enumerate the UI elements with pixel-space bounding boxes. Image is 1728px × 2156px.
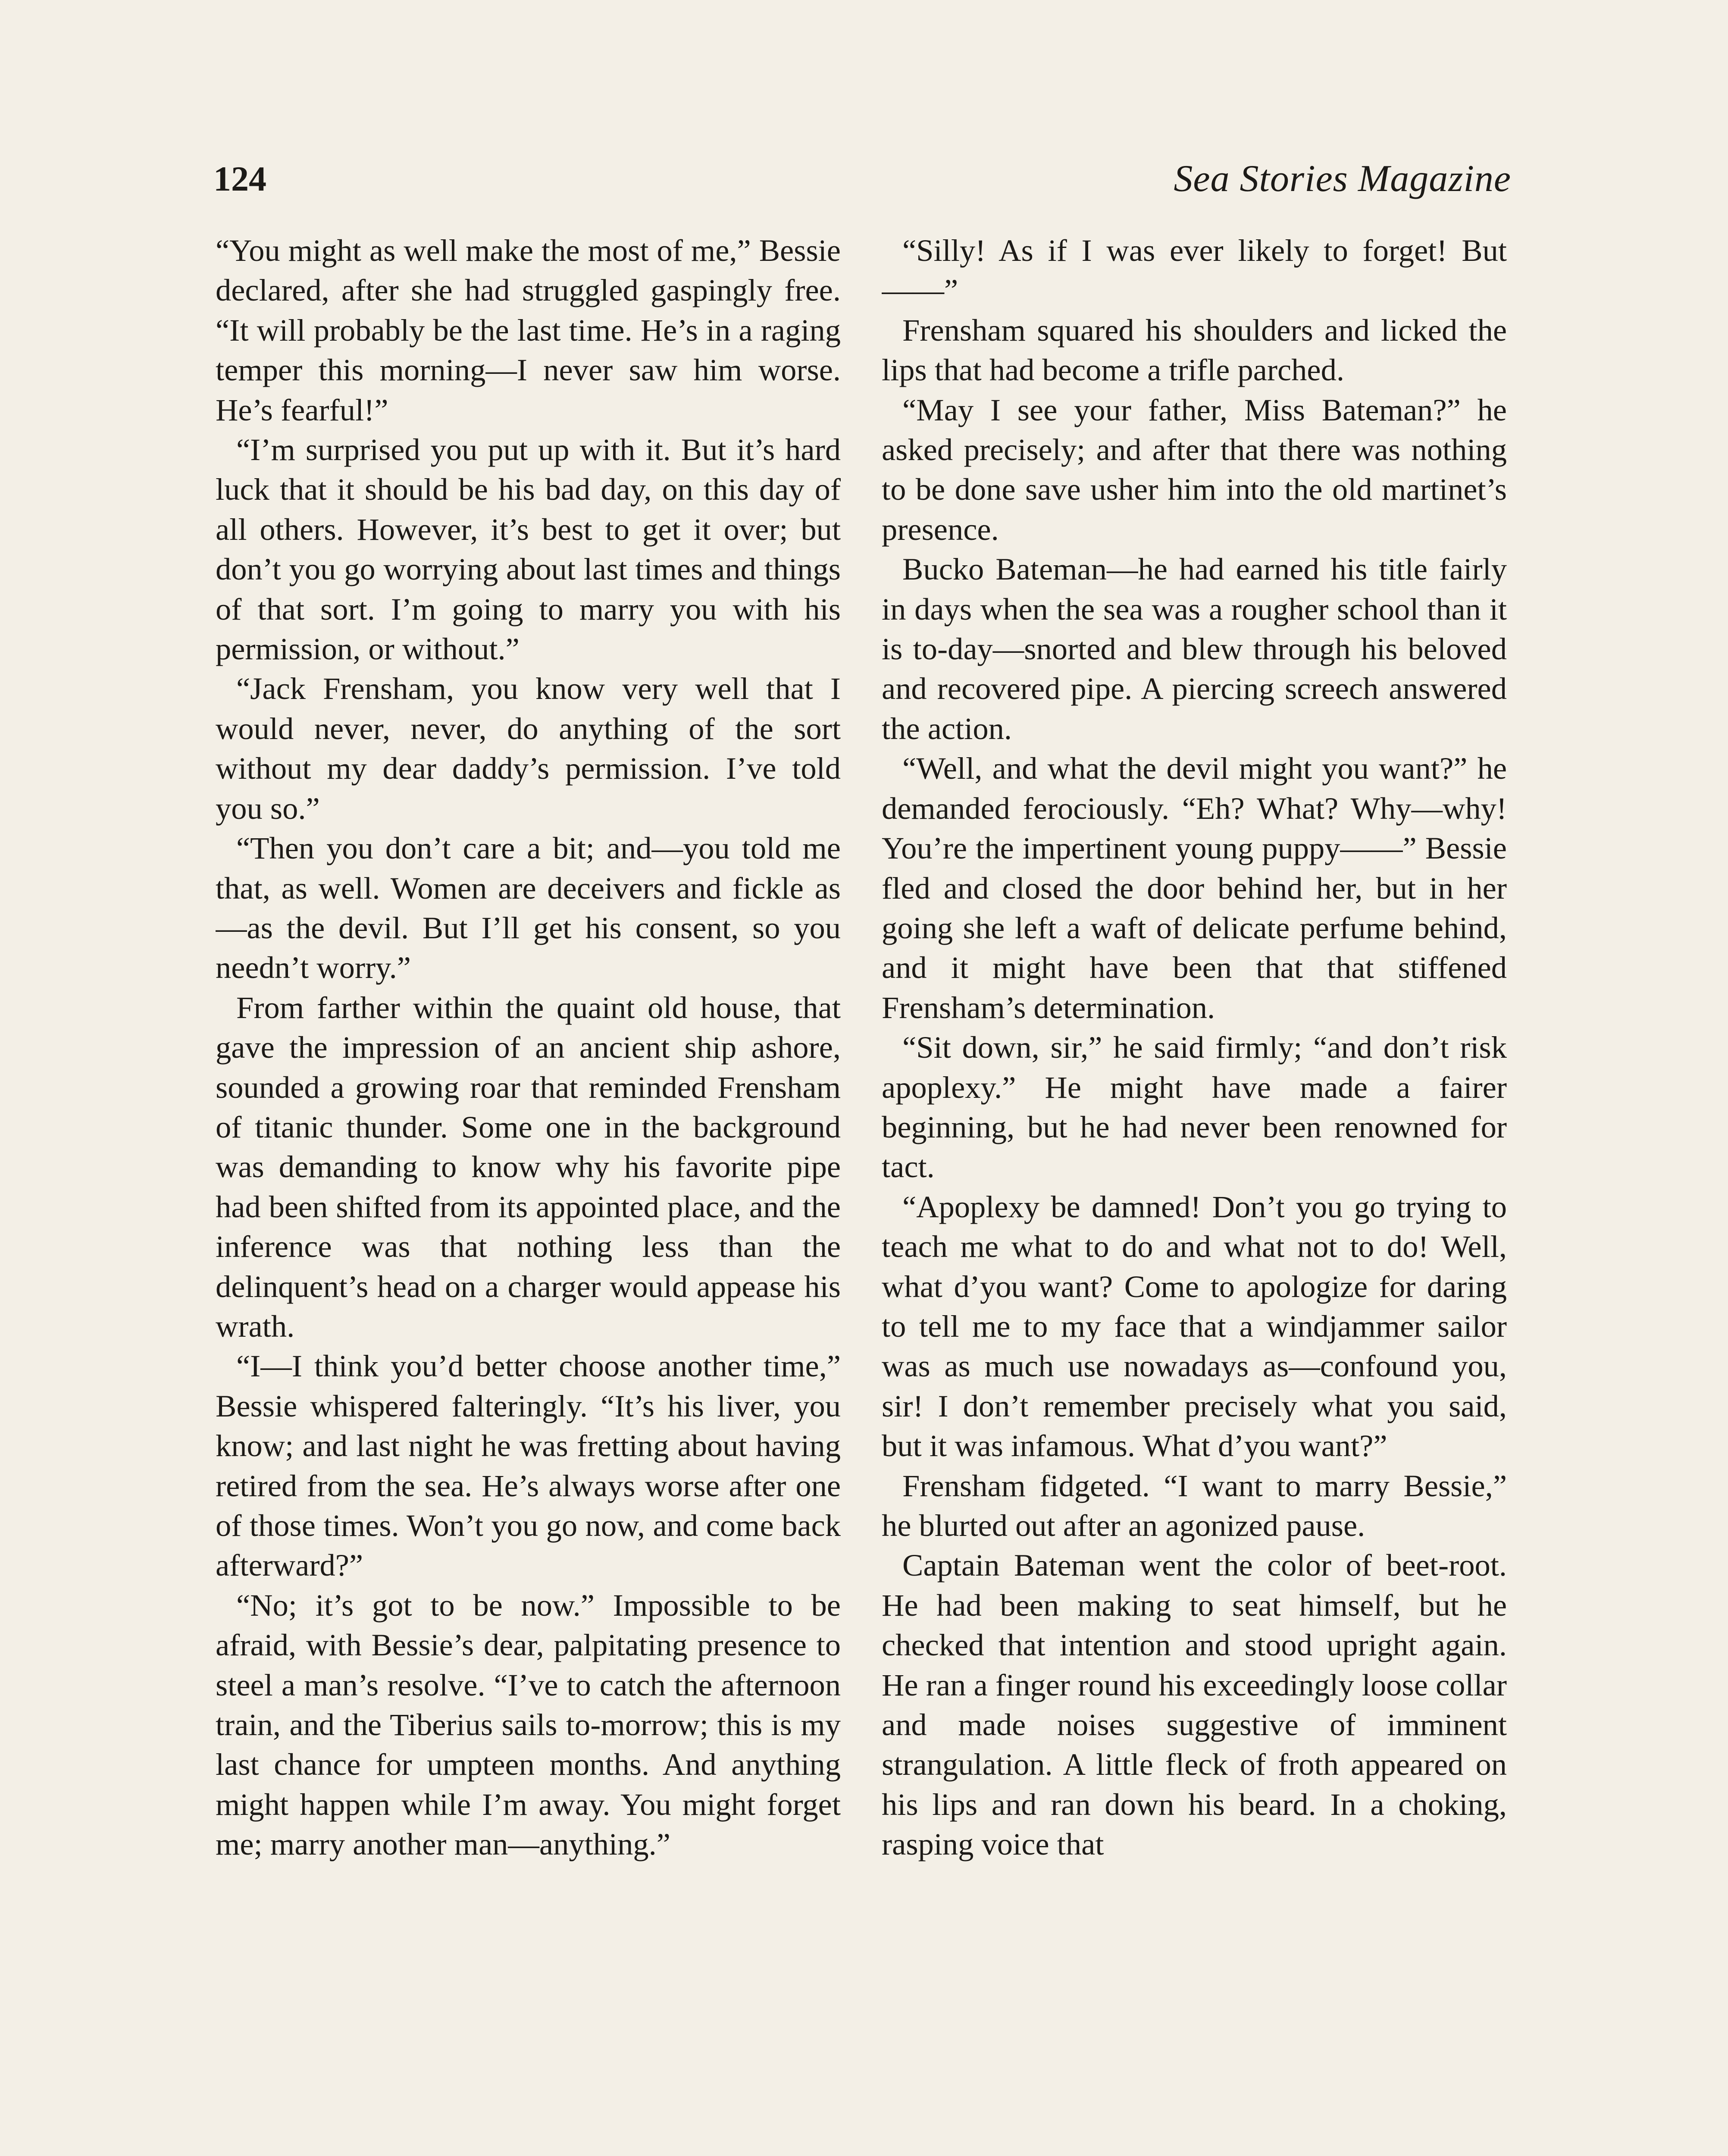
paragraph: “Apoplexy be damned! Don’t you go trying to teach me what to do and what not to do! Well, what d’you want? Come to apologize for daring to tell me to my face that a windjammer sailor was as much use nowadays as—confound you, sir! I don’t remember precisely what you said, but it was infamous. What d’you want?” bbox=[882, 1189, 1507, 1463]
paragraph: Captain Bateman went the color of beet-root. He had been making to seat himself, but he checked that intention and stood upright again. He ran a finger round his exceedingly loose collar and made noises suggestive of imminent strangulation. A little fleck of froth appeared on his lips and ran down his beard. In a choking, rasping voice that bbox=[882, 1548, 1507, 1862]
paragraph: “I—I think you’d better choose another time,” Bessie whispered falteringly. “It’s his liver, you know; and last night he was fretting about having retired from the sea. He’s always worse after one of those times. Won’t you go now, and come back afterward?” bbox=[216, 1348, 841, 1583]
paragraph: “May I see your father, Miss Bateman?” he asked precisely; and after that there was nothing to be done save usher him into the old martinet’s presence. bbox=[882, 392, 1507, 547]
paragraph: Frensham squared his shoulders and licked the lips that had become a trifle parched. bbox=[882, 312, 1507, 388]
magazine-title: Sea Stories Magazine bbox=[1174, 158, 1511, 200]
paragraph: Frensham fidgeted. “I want to marry Bessie,” he blurted out after an agonized pause. bbox=[882, 1468, 1507, 1543]
page-number: 124 bbox=[213, 159, 266, 198]
paragraph: “Silly! As if I was ever likely to forget! But——” bbox=[882, 233, 1507, 308]
left-column bbox=[216, 231, 841, 2156]
paragraph: Bucko Bateman—he had earned his title fairly in days when the sea was a rougher school than it is to-day—snorted and blew through his beloved and recovered pipe. A piercing screech answered the action. bbox=[882, 552, 1507, 746]
right-column bbox=[882, 231, 1507, 2156]
paragraph: From farther within the quaint old house, that gave the impression of an ancient ship ashore, sounded a growing roar that reminded Frensham of titanic thunder. Some one in the background was demanding to know why his favorite pipe had been shifted from its appointed place, and the inference was that nothing less than the delinquent’s head on a charger would appease his wrath. bbox=[216, 990, 841, 1344]
paragraph: “I’m surprised you put up with it. But it’s hard luck that it should be his bad day, on this day of all others. However, it’s best to get it over; but don’t you go worrying about last times and things of that sort. I’m going to marry you with his permission, or without.” bbox=[216, 432, 841, 667]
paragraph: “You might as well make the most of me,” Bessie declared, after she had struggled gaspingly free. “It will probably be the last time. He’s in a raging temper this morning—I never saw him worse. He’s fearful!” bbox=[216, 233, 841, 427]
paragraph: “Sit down, sir,” he said firmly; “and don’t risk apoplexy.” He might have made a fairer beginning, but he had never been renowned for tact. bbox=[882, 1030, 1507, 1185]
paragraph: “Then you don’t care a bit; and—you told me that, as well. Women are deceivers and fickle as—as the devil. But I’ll get his consent, so you needn’t worry.” bbox=[216, 830, 841, 985]
paragraph: “Jack Frensham, you know very well that I would never, never, do anything of the sort without my dear daddy’s permission. I’ve told you so.” bbox=[216, 671, 841, 826]
paragraph: “Well, and what the devil might you want?” he demanded ferociously. “Eh? What? Why—why! You’re the impertinent young puppy——” Bessie fled and closed the door behind her, but in her going she left a waft of delicate perfume behind, and it might have been that that stiffened Frensham’s determination. bbox=[882, 751, 1507, 1025]
paragraph: “No; it’s got to be now.” Impossible to be afraid, with Bessie’s dear, palpitating presence to steel a man’s resolve. “I’ve to catch the afternoon train, and the Tiberius sails to-morrow; this is my last chance for umpteen months. And anything might happen while I’m away. You might forget me; marry another man—anything.” bbox=[216, 1587, 841, 1862]
page-header bbox=[213, 153, 1511, 205]
